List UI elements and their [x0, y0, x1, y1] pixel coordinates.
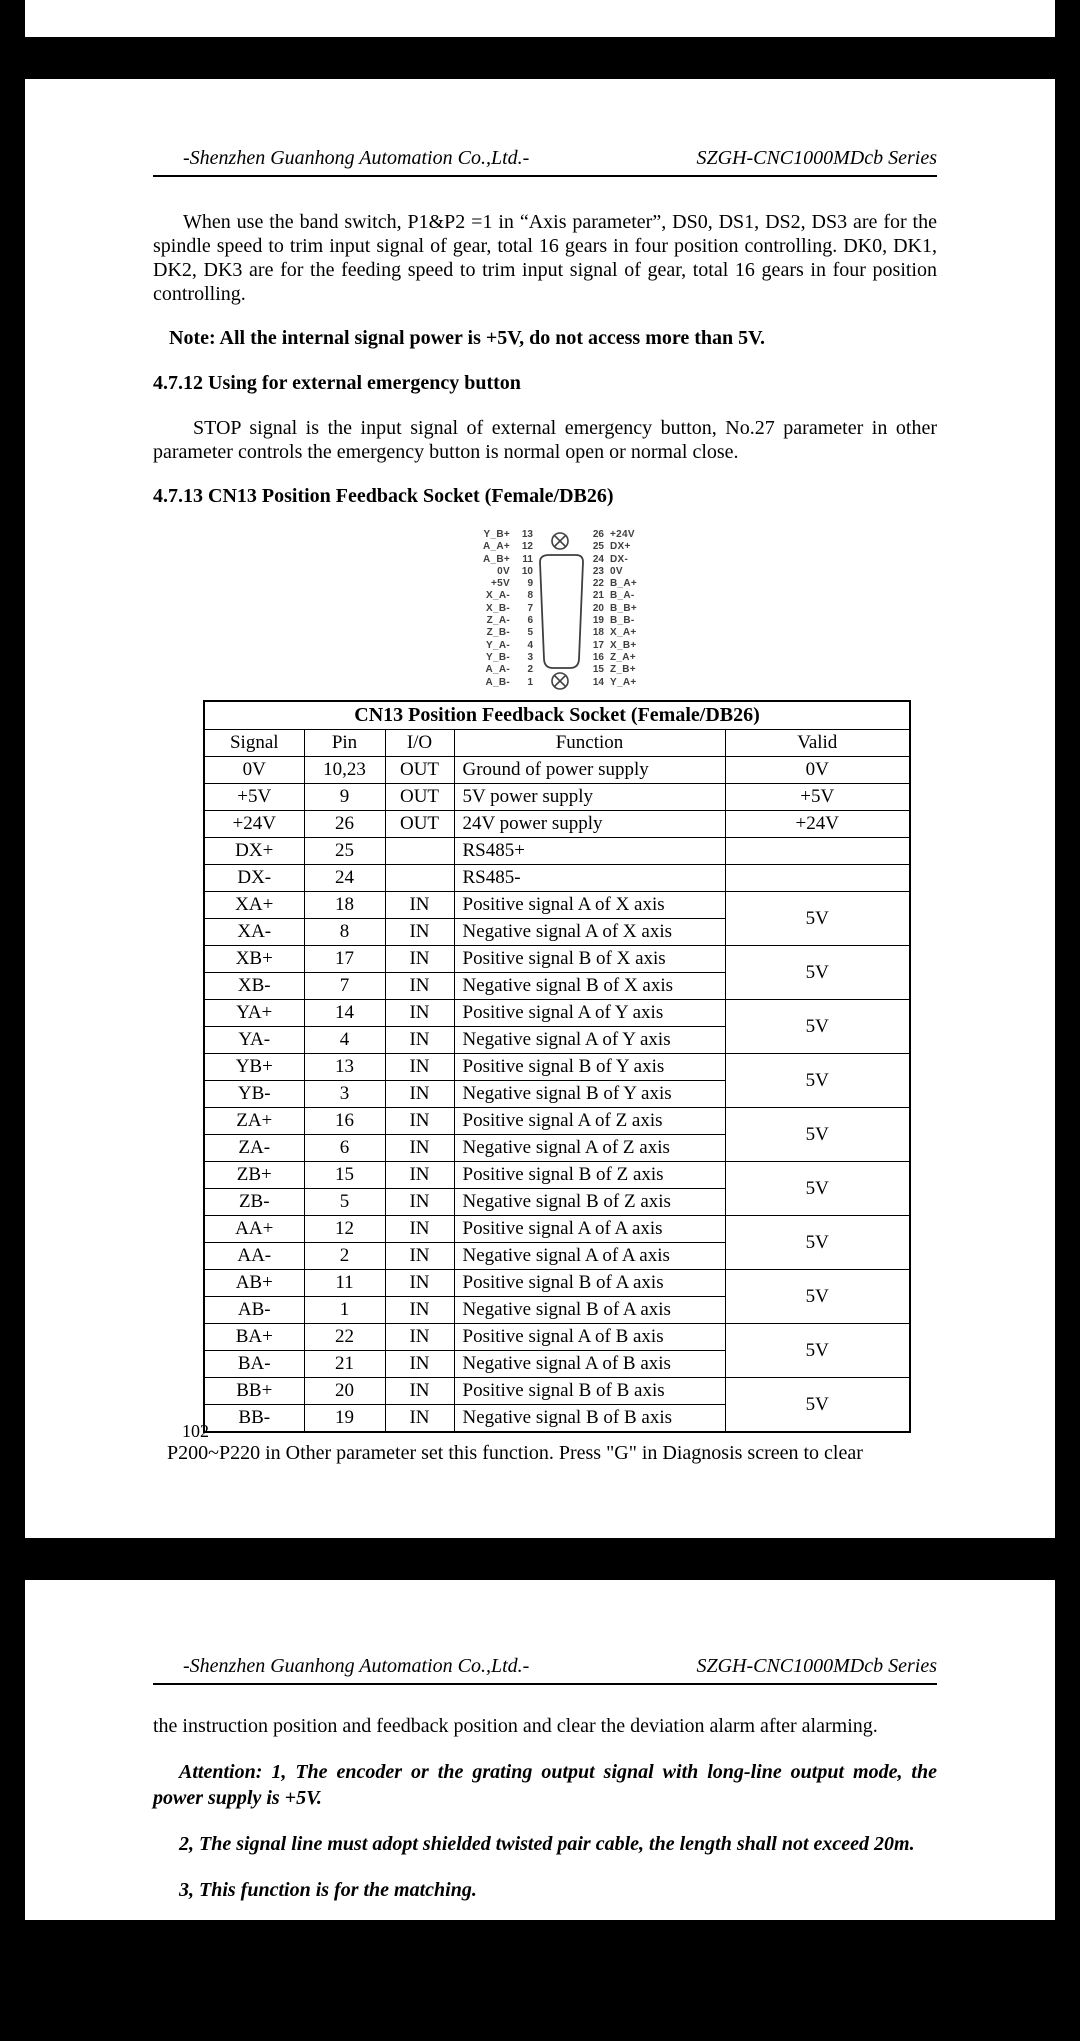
pin-number: 1 — [527, 676, 533, 688]
pin-table-row — [204, 892, 910, 919]
pin-table-row — [204, 838, 910, 865]
cell-function: Negative signal A of A axis — [454, 1243, 725, 1270]
cell-valid: 5V — [725, 1324, 910, 1378]
cell-pin: 19 — [304, 1405, 385, 1433]
col-header-signal: Signal — [204, 730, 304, 757]
pin-number: 24 — [592, 553, 604, 565]
pin-table-row — [204, 1162, 910, 1189]
cell-signal: BB+ — [204, 1378, 304, 1405]
cell-pin: 25 — [304, 838, 385, 865]
cell-valid: 5V — [725, 892, 910, 946]
cell-valid: 5V — [725, 946, 910, 1000]
cell-pin: 7 — [304, 973, 385, 1000]
pin-label: DX- — [610, 553, 629, 565]
pin-label: A_A+ — [482, 541, 510, 553]
cell-pin: 17 — [304, 946, 385, 973]
cell-pin: 21 — [304, 1351, 385, 1378]
header-series: SZGH-CNC1000MDcb Series — [696, 1655, 937, 1677]
cell-signal: DX- — [204, 865, 304, 892]
pin-label: A_B- — [485, 676, 510, 688]
cell-signal: XB+ — [204, 946, 304, 973]
step-2: 2. Set mode of servo motor of XYZAB axis. — [175, 2017, 531, 2039]
cell-function: Negative signal A of B axis — [454, 1351, 725, 1378]
pin-number: 19 — [592, 615, 604, 627]
connector-pin-row — [588, 627, 698, 639]
cell-signal: YB- — [204, 1081, 304, 1108]
cell-io — [385, 865, 454, 892]
pin-label: Y_A+ — [610, 676, 637, 688]
cell-pin: 14 — [304, 1000, 385, 1027]
cell-signal: YA+ — [204, 1000, 304, 1027]
cell-function: Positive signal A of Z axis — [454, 1108, 725, 1135]
pin-number: 9 — [527, 578, 533, 590]
table-title: CN13 Position Feedback Socket (Female/DB26) — [204, 701, 910, 730]
connector-pin-row — [588, 578, 698, 590]
pin-label: B_B+ — [610, 602, 638, 614]
connector-pin-row — [588, 615, 698, 627]
db26-connector-diagram — [463, 529, 723, 691]
screw-hole-bottom-icon — [552, 673, 568, 689]
attention-item-1: Attention: 1, The encoder or the grating output signal with long-line output mode, the power supply is +5V. — [153, 1761, 937, 1809]
pin-number: 12 — [521, 541, 533, 553]
connector-pin-row — [588, 541, 698, 553]
cell-valid — [725, 865, 910, 892]
pin-table-row — [204, 1216, 910, 1243]
connector-pin-row — [463, 578, 533, 590]
cell-function: Positive signal A of B axis — [454, 1324, 725, 1351]
connector-pin-row — [463, 603, 533, 615]
connector-pin-row — [588, 603, 698, 615]
pin-label: Z_A+ — [610, 651, 636, 663]
table-title-row — [204, 701, 910, 730]
cell-signal: ZB- — [204, 1189, 304, 1216]
pin-label: Z_B- — [486, 627, 510, 639]
pin-label: 0V — [610, 565, 623, 577]
header-series: SZGH-CNC1000MDcb Series — [696, 147, 937, 169]
cell-function: Positive signal A of A axis — [454, 1216, 725, 1243]
connector-left-column — [463, 529, 533, 691]
cell-signal: ZA+ — [204, 1108, 304, 1135]
cell-function: Negative signal A of Y axis — [454, 1027, 725, 1054]
connector-pin-row — [588, 677, 698, 689]
cell-io: IN — [385, 1027, 454, 1054]
cell-function: 5V power supply — [454, 784, 725, 811]
heading-4-7-12: 4.7.12 Using for external emergency button — [153, 372, 521, 394]
cell-function: RS485+ — [454, 838, 725, 865]
cell-io: IN — [385, 1270, 454, 1297]
pin-number: 10 — [521, 565, 533, 577]
header-company: -Shenzhen Guanhong Automation Co.,Ltd.- — [183, 1655, 530, 1677]
connector-pin-row — [463, 541, 533, 553]
cell-pin: 22 — [304, 1324, 385, 1351]
pin-table-row — [204, 811, 910, 838]
pin-label: B_B- — [610, 615, 635, 627]
cell-io: IN — [385, 1189, 454, 1216]
pin-number: 15 — [592, 664, 604, 676]
cell-function: Negative signal A of X axis — [454, 919, 725, 946]
cell-valid — [725, 838, 910, 865]
attention-item-3: 3, This function is for the matching. — [179, 1879, 477, 1901]
cell-pin: 24 — [304, 865, 385, 892]
cell-signal: YA- — [204, 1027, 304, 1054]
cell-function: Positive signal B of B axis — [454, 1378, 725, 1405]
connector-pin-row — [463, 640, 533, 652]
pin-label: +24V — [610, 529, 635, 540]
paragraph-stop-signal: STOP signal is the input signal of external emergency button, No.27 parameter in other parameter controls the emergency button is normal open or normal close. — [153, 417, 937, 463]
pin-label: X_B+ — [610, 639, 637, 651]
cell-io: IN — [385, 1135, 454, 1162]
cell-signal: AA- — [204, 1243, 304, 1270]
cell-io: IN — [385, 1297, 454, 1324]
cell-pin: 1 — [304, 1297, 385, 1324]
table-header-row — [204, 730, 910, 757]
cell-pin: 15 — [304, 1162, 385, 1189]
cell-signal: XA+ — [204, 892, 304, 919]
previous-page-bottom — [25, 0, 1055, 37]
cell-io: IN — [385, 1162, 454, 1189]
pin-table-row — [204, 946, 910, 973]
cell-pin: 10,23 — [304, 757, 385, 784]
cell-pin: 3 — [304, 1081, 385, 1108]
pin-table-row — [204, 865, 910, 892]
cell-signal: BA- — [204, 1351, 304, 1378]
heading-4-7-13: 4.7.13 CN13 Position Feedback Socket (Female/DB26) — [153, 485, 614, 507]
cell-pin: 4 — [304, 1027, 385, 1054]
cell-pin: 8 — [304, 919, 385, 946]
heading-4-7-14: 4.7.14 Set solution for cnc system match with absolute type servo motor — [153, 1925, 761, 1947]
cell-signal: XA- — [204, 919, 304, 946]
cell-valid: 5V — [725, 1378, 910, 1433]
connector-pin-row — [588, 590, 698, 602]
pin-number: 20 — [592, 602, 604, 614]
pin-number: 25 — [592, 541, 604, 553]
cell-signal: BB- — [204, 1405, 304, 1433]
pin-label: Z_A- — [486, 615, 510, 627]
cell-function: Positive signal A of Y axis — [454, 1000, 725, 1027]
connector-pin-row — [588, 640, 698, 652]
running-header — [153, 1655, 937, 1685]
col-header-io: I/O — [385, 730, 454, 757]
cell-signal: YB+ — [204, 1054, 304, 1081]
cell-pin: 11 — [304, 1270, 385, 1297]
cell-pin: 2 — [304, 1243, 385, 1270]
pin-number: 18 — [592, 627, 604, 639]
cell-valid: 0V — [725, 757, 910, 784]
cell-function: Negative signal B of A axis — [454, 1297, 725, 1324]
pin-number: 5 — [527, 627, 533, 639]
pin-number: 17 — [592, 639, 604, 651]
cell-function: RS485- — [454, 865, 725, 892]
pin-table-row — [204, 1324, 910, 1351]
pin-table-row — [204, 1054, 910, 1081]
cell-signal: XB- — [204, 973, 304, 1000]
pin-label: X_A+ — [610, 627, 637, 639]
pin-label: DX+ — [610, 541, 631, 553]
cell-signal: AA+ — [204, 1216, 304, 1243]
cell-io: IN — [385, 1081, 454, 1108]
cell-valid: 5V — [725, 1162, 910, 1216]
paragraph-band-switch: When use the band switch, P1&P2 =1 in “Axis parameter”, DS0, DS1, DS2, DS3 are for the spindle speed to trim input signal of gear, total 16 gears in four position controlling. DK0, DK1, DK2, DK3 are for the feeding speed to trim input signal of gear, total 16 gears in four position controlling. — [153, 211, 937, 305]
cell-function: 24V power supply — [454, 811, 725, 838]
cell-io: OUT — [385, 757, 454, 784]
manual-page-103 — [25, 1580, 1055, 2039]
connector-outline — [540, 555, 583, 668]
cell-io: IN — [385, 1108, 454, 1135]
cell-io: IN — [385, 919, 454, 946]
cell-function: Negative signal A of Z axis — [454, 1135, 725, 1162]
cell-signal: +24V — [204, 811, 304, 838]
pin-label: A_A- — [485, 664, 510, 676]
running-header — [153, 147, 937, 177]
cell-valid: 5V — [725, 1000, 910, 1054]
connector-pin-row — [463, 627, 533, 639]
cell-function: Negative signal B of B axis — [454, 1405, 725, 1433]
cell-io: IN — [385, 892, 454, 919]
cell-pin: 13 — [304, 1054, 385, 1081]
pin-label: Z_B+ — [610, 664, 636, 676]
screw-hole-top-icon — [552, 533, 568, 549]
pin-table-row — [204, 757, 910, 784]
cell-signal: 0V — [204, 757, 304, 784]
cell-function: Positive signal B of Y axis — [454, 1054, 725, 1081]
cell-function: Negative signal B of Z axis — [454, 1189, 725, 1216]
pin-label: Y_B+ — [483, 529, 510, 540]
cell-io: IN — [385, 1351, 454, 1378]
connector-pin-row — [588, 554, 698, 566]
pin-label: X_B- — [486, 602, 510, 614]
cell-pin: 20 — [304, 1378, 385, 1405]
db26-connector-shape-icon — [533, 529, 588, 691]
cell-io: IN — [385, 1054, 454, 1081]
cn13-pin-table — [203, 700, 911, 1433]
manual-page-102 — [25, 79, 1055, 1538]
connector-pin-row — [463, 615, 533, 627]
cell-function: Positive signal B of A axis — [454, 1270, 725, 1297]
cell-valid: 5V — [725, 1270, 910, 1324]
pin-label: A_B+ — [482, 553, 510, 565]
pin-number: 13 — [521, 529, 533, 540]
cell-io: IN — [385, 1378, 454, 1405]
connector-pin-row — [588, 529, 698, 541]
col-header-pin: Pin — [304, 730, 385, 757]
pin-label: Y_B- — [486, 651, 510, 663]
pin-number: 4 — [527, 639, 533, 651]
paragraph-instruction-position: the instruction position and feedback position and clear the deviation alarm after alarming. — [153, 1715, 878, 1737]
connector-right-column — [588, 529, 698, 691]
cell-pin: 16 — [304, 1108, 385, 1135]
pin-number: 8 — [527, 590, 533, 602]
pin-number: 14 — [592, 676, 604, 688]
note-internal-signal-power: Note: All the internal signal power is +5V, do not access more than 5V. — [169, 327, 766, 349]
pin-table-row — [204, 1000, 910, 1027]
cell-io — [385, 838, 454, 865]
connector-pin-row — [463, 529, 533, 541]
cell-function: Ground of power supply — [454, 757, 725, 784]
cell-signal: AB+ — [204, 1270, 304, 1297]
pin-number: 7 — [527, 602, 533, 614]
pin-number: 26 — [592, 529, 604, 540]
cell-valid: +24V — [725, 811, 910, 838]
cell-pin: 9 — [304, 784, 385, 811]
cell-pin: 5 — [304, 1189, 385, 1216]
cell-signal: DX+ — [204, 838, 304, 865]
pin-number: 16 — [592, 651, 604, 663]
cell-function: Positive signal B of X axis — [454, 946, 725, 973]
cell-signal: AB- — [204, 1297, 304, 1324]
pin-label: 0V — [497, 565, 510, 577]
cell-io: OUT — [385, 811, 454, 838]
pin-label: Y_A- — [486, 639, 510, 651]
cell-signal: BA+ — [204, 1324, 304, 1351]
cell-io: IN — [385, 973, 454, 1000]
col-header-valid: Valid — [725, 730, 910, 757]
connector-pin-row — [463, 664, 533, 676]
pin-label: +5V — [491, 578, 510, 590]
connector-pin-row — [463, 566, 533, 578]
pin-number: 2 — [527, 664, 533, 676]
cell-io: OUT — [385, 784, 454, 811]
cell-valid: 5V — [725, 1108, 910, 1162]
cell-io: IN — [385, 1243, 454, 1270]
pin-table-row — [204, 1378, 910, 1405]
cell-function: Negative signal B of Y axis — [454, 1081, 725, 1108]
cell-io: IN — [385, 1000, 454, 1027]
attention-item-2: 2, The signal line must adopt shielded twisted pair cable, the length shall not exceed 20m. — [179, 1833, 915, 1855]
cell-io: IN — [385, 1405, 454, 1433]
page-number: 102 — [182, 1421, 209, 1441]
pin-number: 22 — [592, 578, 604, 590]
cell-io: IN — [385, 1324, 454, 1351]
pin-table-row — [204, 1270, 910, 1297]
pin-number: 3 — [527, 651, 533, 663]
cell-signal: ZB+ — [204, 1162, 304, 1189]
cell-pin: 6 — [304, 1135, 385, 1162]
pin-number: 11 — [522, 553, 533, 565]
connector-pin-row — [463, 554, 533, 566]
cell-valid: +5V — [725, 784, 910, 811]
pin-label: B_A- — [610, 590, 635, 602]
connector-pin-row — [463, 677, 533, 689]
connector-pin-row — [588, 566, 698, 578]
cell-function: Positive signal B of Z axis — [454, 1162, 725, 1189]
connector-pin-row — [588, 664, 698, 676]
pin-number: 21 — [592, 590, 604, 602]
connector-pin-row — [463, 590, 533, 602]
cell-pin: 18 — [304, 892, 385, 919]
cell-valid: 5V — [725, 1216, 910, 1270]
pin-label: B_A+ — [610, 578, 638, 590]
paragraph-p200-p220: P200~P220 in Other parameter set this function. Press "G" in Diagnosis screen to clear — [167, 1442, 863, 1464]
header-company: -Shenzhen Guanhong Automation Co.,Ltd.- — [183, 147, 530, 169]
cell-pin: 12 — [304, 1216, 385, 1243]
cell-io: IN — [385, 946, 454, 973]
pin-table-row — [204, 784, 910, 811]
cell-valid: 5V — [725, 1054, 910, 1108]
cell-io: IN — [385, 1216, 454, 1243]
col-header-function: Function — [454, 730, 725, 757]
connector-pin-row — [588, 652, 698, 664]
step-1: 1. Turn on the power supply. — [175, 1971, 405, 1993]
pin-table-row — [204, 1108, 910, 1135]
cell-pin: 26 — [304, 811, 385, 838]
pin-label: X_A- — [486, 590, 510, 602]
connector-body — [533, 529, 588, 691]
pin-number: 6 — [527, 615, 533, 627]
cell-signal: ZA- — [204, 1135, 304, 1162]
cell-function: Negative signal B of X axis — [454, 973, 725, 1000]
cell-function: Positive signal A of X axis — [454, 892, 725, 919]
connector-pin-row — [463, 652, 533, 664]
pin-number: 23 — [592, 565, 604, 577]
cell-signal: +5V — [204, 784, 304, 811]
